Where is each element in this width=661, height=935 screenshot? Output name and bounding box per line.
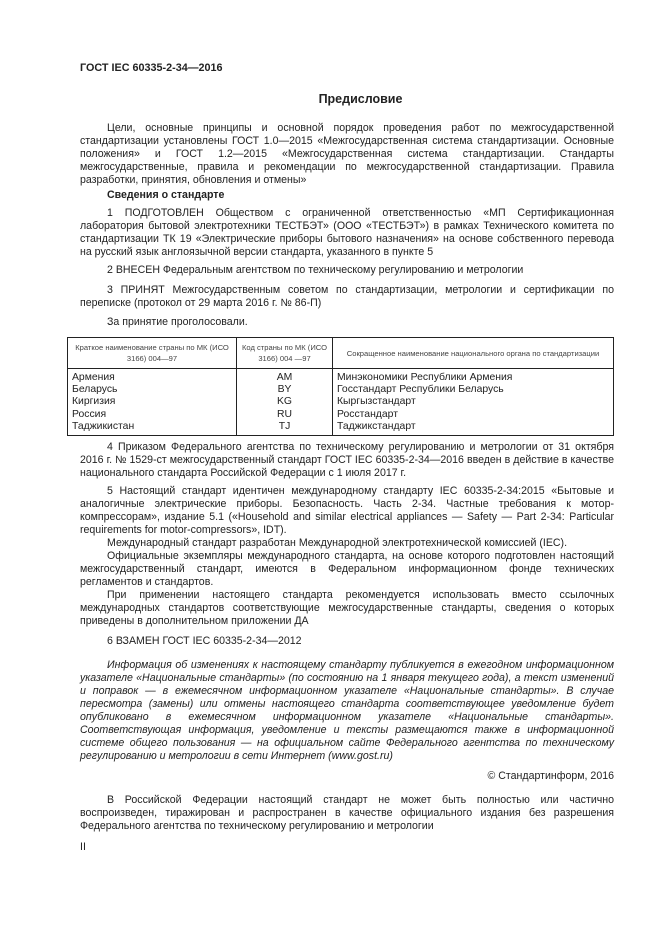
page-number: II: [80, 841, 86, 853]
table-row: [68, 396, 614, 408]
country-code: BY: [237, 384, 333, 396]
voted-label: За принятие проголосовали.: [107, 316, 248, 328]
standards-body: Госстандарт Республики Беларусь: [333, 384, 614, 396]
country-code: AM: [237, 369, 333, 385]
standards-body: Минэкономики Республики Армения: [333, 369, 614, 385]
item-5-copies: Официальные экземпляры международного стандарта, на основе которого подготовлен настоящий межгосударственный стандарт, имеются в Федеральном информационном фонде технических регламентов и стандартов.: [80, 550, 614, 588]
country-name: Киргизия: [68, 396, 237, 408]
country-name: Армения: [68, 369, 237, 385]
copyright: © Стандартинформ, 2016: [487, 770, 614, 782]
country-name: Таджикистан: [68, 421, 237, 436]
column-header: Сокращенное наименование национального органа по стандартизации: [333, 338, 614, 369]
standards-body: Кыргызстандарт: [333, 396, 614, 408]
section-heading: Сведения о стандарте: [107, 189, 225, 201]
column-header: Краткое наименование страны по МК (ИСО 3166) 004—97: [68, 338, 237, 369]
voting-table: [67, 337, 614, 436]
table-row: [68, 409, 614, 421]
table-row: [68, 421, 614, 436]
item-2: 2 ВНЕСЕН Федеральным агентством по техническому регулированию и метрологии: [107, 264, 524, 276]
page-title: Предисловие: [318, 92, 403, 106]
item-4: 4 Приказом Федерального агентства по техническому регулированию и метрологии от 31 октября 2016 г. № 1529-ст межгосударственный стандарт ГОСТ IEC 60335-2-34—2016 введен в действие в качестве национального стандарта Российской Федерации с 1 июля 2017 г.: [80, 441, 614, 479]
country-code: KG: [237, 396, 333, 408]
country-code: RU: [237, 409, 333, 421]
item-5: 5 Настоящий стандарт идентичен международному стандарту IEC 60335-2-34:2015 «Бытовые и аналогичные электрические приборы. Безопасность. Часть 2-34. Частные требования к мотор-компрессорам», издание 5.1 («Household and similar electrical appliances — Safety — Part 2-34: Particular requirements for motor-compressors», IDT).: [80, 485, 614, 536]
changes-notice: Информация об изменениях к настоящему стандарту публикуется в ежегодном информационном указателе «Национальные стандарты» (по состоянию на 1 января текущего года), а текст изменений и поправок — в ежемесячном информационном указателе «Национальные стандарты». В случае пересмотра (замены) или отмены настоящего стандарта соответствующее уведомление будет опубликовано в ежемесячном информационном указателе «Национальные стандарты». Соответствующая информация, уведомление и тексты размещаются также в информационной системе общего пользования — на официальном сайте Федерального агентства по техническому регулированию и метрологии в сети Интернет (www.gost.ru): [80, 659, 614, 762]
item-5-references: При применении настоящего стандарта рекомендуется использовать вместо ссылочных международных стандартов соответствующие межгосударственные стандарты, сведения о которых приведены в дополнительном приложении ДА: [80, 589, 614, 627]
table-row: [68, 369, 614, 385]
country-name: Беларусь: [68, 384, 237, 396]
document-number: ГОСТ IEC 60335-2-34—2016: [80, 62, 223, 74]
country-code: TJ: [237, 421, 333, 436]
table-header-row: [68, 338, 614, 369]
standards-body: Таджикстандарт: [333, 421, 614, 436]
standards-body: Росстандарт: [333, 409, 614, 421]
column-header: Код страны по МК (ИСО 3166) 004 —97: [237, 338, 333, 369]
item-6: 6 ВЗАМЕН ГОСТ IEC 60335-2-34—2012: [107, 635, 302, 647]
item-5-iec: Международный стандарт разработан Международной электротехнической комиссией (IEC).: [107, 537, 568, 549]
item-1: 1 ПОДГОТОВЛЕН Обществом с ограниченной ответственностью «МП Сертификационная лаборатория бытовой электротехники ТЕСТБЭТ» (ООО «ТЕСТБЭТ») в рамках Технического комитета по стандартизации ТК 19 «Электрические приборы бытового назначения» на основе собственного перевода на русский язык англоязычной версии стандарта, указанного в пункте 5: [80, 207, 614, 258]
country-name: Россия: [68, 409, 237, 421]
item-3: 3 ПРИНЯТ Межгосударственным советом по стандартизации, метрологии и сертификации по переписке (протокол от 29 марта 2016 г. № 86-П): [80, 284, 614, 309]
legal-notice: В Российской Федерации настоящий стандарт не может быть полностью или частично воспроизведен, тиражирован и распространен в качестве официального издания без разрешения Федерального агентства по техническому регулированию и метрологии: [80, 794, 614, 832]
table-row: [68, 384, 614, 396]
intro-paragraph: Цели, основные принципы и основной порядок проведения работ по межгосударственной стандартизации установлены ГОСТ 1.0—2015 «Межгосударственная система стандартизации. Основные положения» и ГОСТ 1.2—2015 «Межгосударственная система стандартизации. Стандарты межгосударственные, правила и рекомендации по межгосударственной стандартизации. Правила разработки, принятия, обновления и отмены»: [80, 122, 614, 186]
